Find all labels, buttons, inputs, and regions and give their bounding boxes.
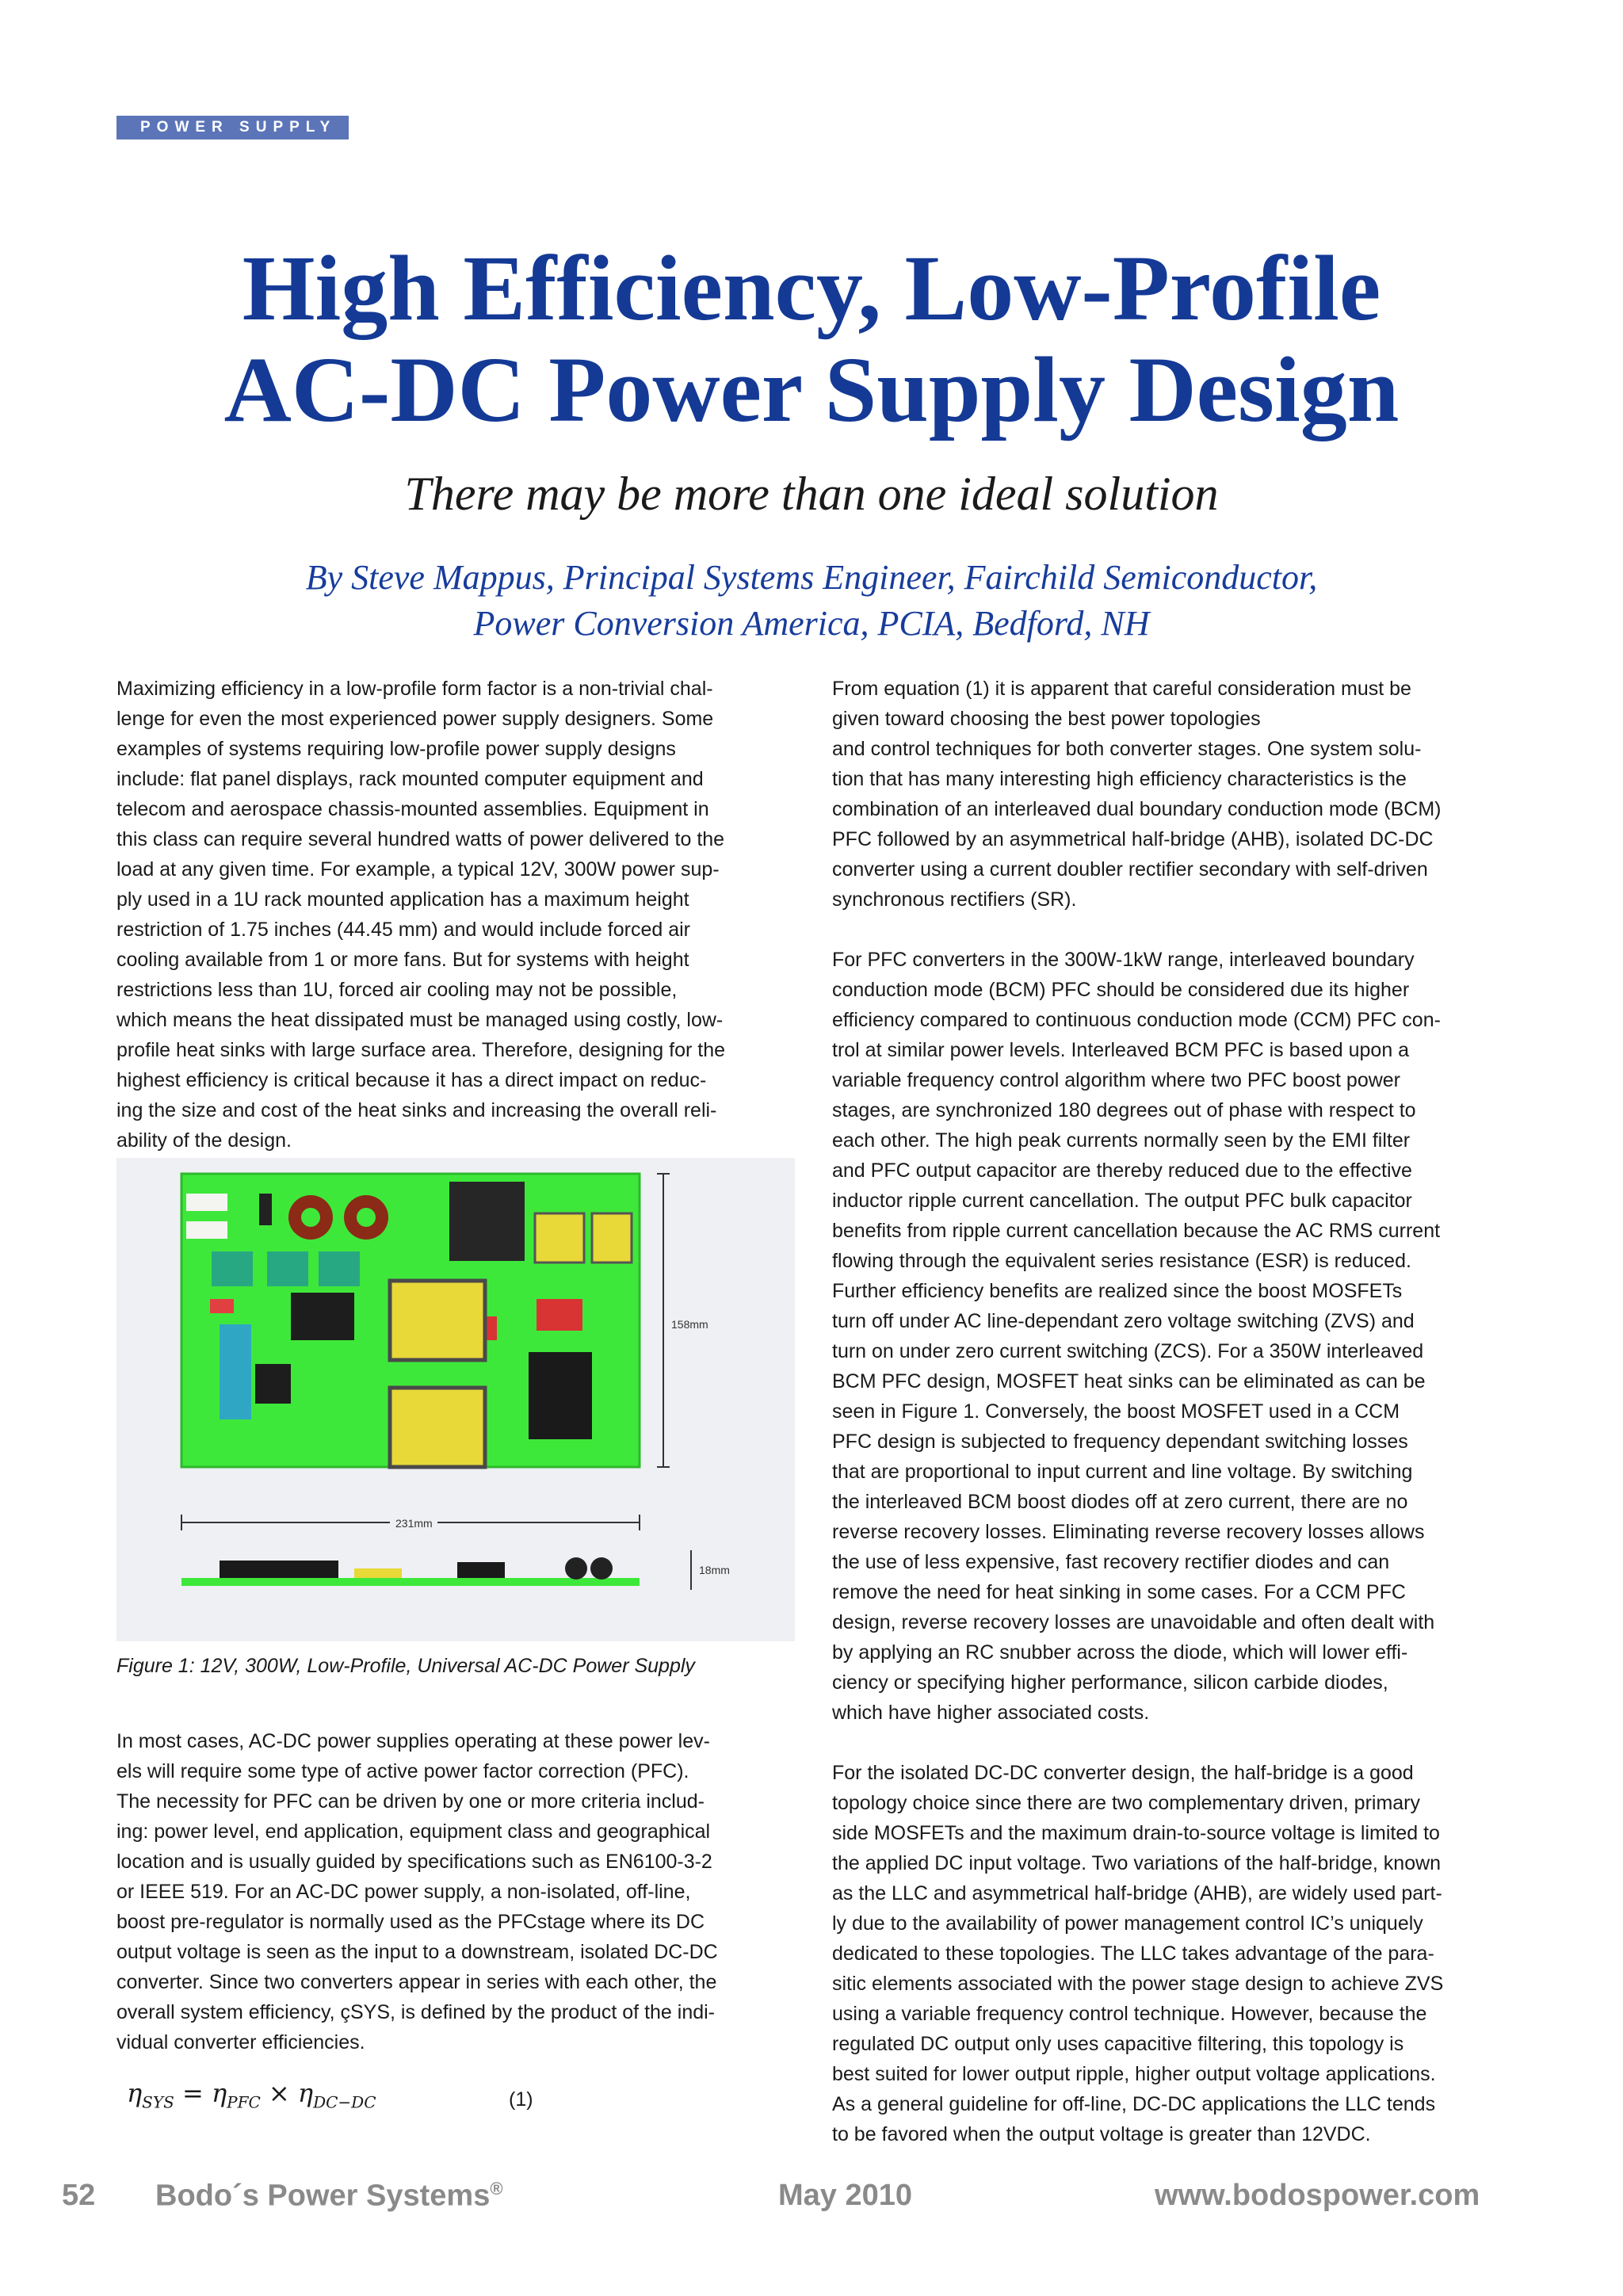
byline-line-2: Power Conversion America, PCIA, Bedford, NH <box>473 604 1150 643</box>
right-line: ciency or specifying higher performance, silicon carbide diodes, <box>832 1671 1388 1694</box>
article-subtitle: There may be more than one ideal solution <box>404 468 1219 520</box>
right-line: stages, are synchronized 180 degrees out of phase with respect to <box>832 1099 1416 1121</box>
right-line: PFC followed by an asymmetrical half-bridge (AHB), isolated DC-DC <box>832 828 1434 850</box>
dim-profile-label: 18mm <box>699 1564 730 1576</box>
right-line: regulated DC output only uses capacitive filtering, this topology is <box>832 2033 1404 2055</box>
right-line: using a variable frequency control technique. However, because the <box>832 2003 1427 2025</box>
title-line-1: High Efficiency, Low-Profile <box>242 236 1381 340</box>
right-line: as the LLC and asymmetrical half-bridge (AHB), are widely used part- <box>832 1882 1442 1904</box>
right-line: and PFC output capacitor are thereby reduced due to the effective <box>832 1159 1412 1182</box>
right-line: From equation (1) it is apparent that careful consideration must be <box>832 678 1411 700</box>
article-title <box>0 238 1623 441</box>
equation-number: (1) <box>509 2088 533 2111</box>
pfc-line: overall system efficiency, çSYS, is defined by the product of the indi- <box>116 2001 716 2023</box>
title-line-2: AC-DC Power Supply Design <box>223 338 1400 441</box>
right-line: inductor ripple current cancellation. The output PFC bulk capacitor <box>832 1190 1412 1212</box>
right-line: the interleaved BCM boost diodes off at zero current, there are no <box>832 1491 1408 1513</box>
right-line: side MOSFETs and the maximum drain-to-source voltage is limited to <box>832 1822 1440 1844</box>
magazine-url[interactable]: www.bodospower.com <box>1155 2179 1480 2212</box>
intro-line: ing the size and cost of the heat sinks and increasing the overall reli- <box>116 1099 717 1121</box>
relay <box>319 1251 360 1286</box>
pfc-line: In most cases, AC-DC power supplies operating at these power lev- <box>116 1730 710 1752</box>
capacitor <box>210 1299 234 1313</box>
intro-line: highest efficiency is critical because it has a direct impact on reduc- <box>116 1069 707 1091</box>
pfc-line: converter. Since two converters appear in series with each other, the <box>116 1971 717 1993</box>
pfc-line: vidual converter efficiencies. <box>116 2031 365 2053</box>
right-paragraph <box>832 945 1514 1728</box>
intro-line: load at any given time. For example, a typical 12V, 300W power sup- <box>116 858 720 881</box>
figure-1 <box>116 1158 795 1641</box>
right-line: dedicated to these topologies. The LLC takes advantage of the para- <box>832 1943 1434 1965</box>
pcb-photo <box>116 1158 795 1641</box>
right-line: BCM PFC design, MOSFET heat sinks can be eliminated as can be <box>832 1370 1426 1392</box>
relay <box>267 1251 308 1286</box>
right-line: turn on under zero current switching (ZCS). For a 350W interleaved <box>832 1340 1424 1362</box>
page-number: 52 <box>62 2179 96 2212</box>
intro-line: lenge for even the most experienced power supply designers. Some <box>116 708 714 730</box>
right-line: tion that has many interesting high efficiency characteristics is the <box>832 768 1407 790</box>
intro-line: cooling available from 1 or more fans. But for systems with height <box>116 949 689 971</box>
fuse <box>259 1194 272 1225</box>
right-line: seen in Figure 1. Conversely, the boost MOSFET used in a CCM <box>832 1400 1400 1423</box>
right-line: by applying an RC snubber across the diode, which will lower effi- <box>832 1641 1408 1664</box>
connector <box>186 1221 227 1239</box>
intro-line: include: flat panel displays, rack mounted computer equipment and <box>116 768 704 790</box>
right-line: variable frequency control algorithm where two PFC boost power <box>832 1069 1401 1091</box>
issue-date: May 2010 <box>778 2179 913 2212</box>
heatsink <box>449 1182 525 1261</box>
right-line: and control techniques for both converter stages. One system solu- <box>832 738 1422 760</box>
pfc-line: location and is usually guided by specifications such as EN6100-3-2 <box>116 1851 712 1873</box>
right-line: that are proportional to input current and line voltage. By switching <box>832 1461 1413 1483</box>
right-line: design, reverse recovery losses are unavoidable and often dealt with <box>832 1611 1435 1633</box>
intro-line: restriction of 1.75 inches (44.45 mm) and would include forced air <box>116 919 690 941</box>
pcb-profile <box>181 1578 640 1586</box>
right-line: benefits from ripple current cancellation because the AC RMS current <box>832 1220 1441 1242</box>
right-line: turn off under AC line-dependant zero voltage switching (ZVS) and <box>832 1310 1415 1332</box>
right-line: given toward choosing the best power topologies <box>832 708 1261 730</box>
pfc-line: boost pre-regulator is normally used as the PFCstage where its DC <box>116 1911 705 1933</box>
right-line: each other. The high peak currents normally seen by the EMI filter <box>832 1129 1411 1152</box>
right-line: trol at similar power levels. Interleaved BCM PFC is based upon a <box>832 1039 1410 1061</box>
right-line: to be favored when the output voltage is greater than 12VDC. <box>832 2123 1371 2145</box>
intro-line: examples of systems requiring low-profile power supply designs <box>116 738 676 760</box>
intro-line: restrictions less than 1U, forced air cooling may not be possible, <box>116 979 678 1001</box>
equation-1: $\eta_{SYS} = \eta_{PFC} \times \eta_{DC-DC}$ <box>127 2078 376 2112</box>
intro-paragraph <box>116 674 798 1156</box>
pfc-paragraph <box>116 1726 798 2057</box>
relay <box>212 1251 253 1286</box>
magazine-name: Bodo´s Power Systems® <box>155 2179 503 2213</box>
intro-line: this class can require several hundred watts of power delivered to the <box>116 828 725 850</box>
right-line: topology choice since there are two complementary driven, primary <box>832 1792 1421 1814</box>
right-paragraph <box>832 1758 1514 2149</box>
right-line: best suited for lower output ripple, higher output voltage applications. <box>832 2063 1436 2085</box>
right-line: flowing through the equivalent series resistance (ESR) is reduced. <box>832 1250 1411 1272</box>
intro-line: telecom and aerospace chassis-mounted assemblies. Equipment in <box>116 798 709 820</box>
section-tag: POWER SUPPLY <box>116 116 349 139</box>
pfc-line: els will require some type of active power factor correction (PFC). <box>116 1760 689 1782</box>
dim-width-label: 231mm <box>395 1517 433 1530</box>
dim-height-label: 158mm <box>671 1318 708 1331</box>
right-line: efficiency compared to continuous conduction mode (CCM) PFC con- <box>832 1009 1441 1031</box>
right-line: sitic elements associated with the power stage design to achieve ZVS <box>832 1973 1444 1995</box>
intro-line: which means the heat dissipated must be managed using costly, low- <box>116 1009 724 1031</box>
pfc-line: or IEEE 519. For an AC-DC power supply, a non-isolated, off-line, <box>116 1881 691 1903</box>
right-paragraph <box>832 674 1514 915</box>
transformer <box>390 1281 485 1360</box>
right-line: the use of less expensive, fast recovery rectifier diodes and can <box>832 1551 1390 1573</box>
right-line: combination of an interleaved dual boundary conduction mode (BCM) <box>832 798 1442 820</box>
heatsink <box>291 1293 354 1340</box>
intro-line: Maximizing efficiency in a low-profile form factor is a non-trivial chal- <box>116 678 713 700</box>
right-column <box>832 674 1514 2149</box>
right-line: conduction mode (BCM) PFC should be considered due its higher <box>832 979 1410 1001</box>
transformer <box>592 1213 632 1263</box>
intro-line: ability of the design. <box>116 1129 292 1152</box>
right-line: As a general guideline for off-line, DC-DC applications the LLC tends <box>832 2093 1436 2115</box>
connector-block <box>220 1324 251 1419</box>
electrolytic-capacitor <box>255 1364 291 1404</box>
byline-line-1: By Steve Mappus, Principal Systems Engineer, Fairchild Semiconductor, <box>305 558 1318 597</box>
figure-caption: Figure 1: 12V, 300W, Low-Profile, Universal AC-DC Power Supply <box>116 1655 695 1677</box>
right-line: which have higher associated costs. <box>832 1702 1150 1724</box>
output-inductor <box>529 1352 592 1439</box>
capacitor <box>537 1299 582 1331</box>
right-line: converter using a current doubler rectifier secondary with self-driven <box>832 858 1428 881</box>
pfc-line: ing: power level, end application, equipment class and geographical <box>116 1820 711 1843</box>
right-line: For PFC converters in the 300W-1kW range, interleaved boundary <box>832 949 1415 971</box>
right-line: the applied DC input voltage. Two variations of the half-bridge, known <box>832 1852 1442 1874</box>
transformer <box>390 1388 485 1467</box>
connector <box>186 1194 227 1211</box>
right-line: ly due to the availability of power management control IC’s uniquely <box>832 1912 1423 1935</box>
byline <box>0 555 1623 647</box>
transformer <box>535 1213 584 1263</box>
intro-line: ply used in a 1U rack mounted application has a maximum height <box>116 888 689 911</box>
intro-line: profile heat sinks with large surface area. Therefore, designing for the <box>116 1039 726 1061</box>
right-line: remove the need for heat sinking in some cases. For a CCM PFC <box>832 1581 1406 1603</box>
right-line: Further efficiency benefits are realized since the boost MOSFETs <box>832 1280 1403 1302</box>
pfc-line: The necessity for PFC can be driven by one or more criteria includ- <box>116 1790 705 1813</box>
right-line: For the isolated DC-DC converter design, the half-bridge is a good <box>832 1762 1414 1784</box>
right-line: synchronous rectifiers (SR). <box>832 888 1077 911</box>
pfc-line: output voltage is seen as the input to a downstream, isolated DC-DC <box>116 1941 718 1963</box>
right-line: PFC design is subjected to frequency dependant switching losses <box>832 1431 1408 1453</box>
right-line: reverse recovery losses. Eliminating reverse recovery losses allows <box>832 1521 1425 1543</box>
